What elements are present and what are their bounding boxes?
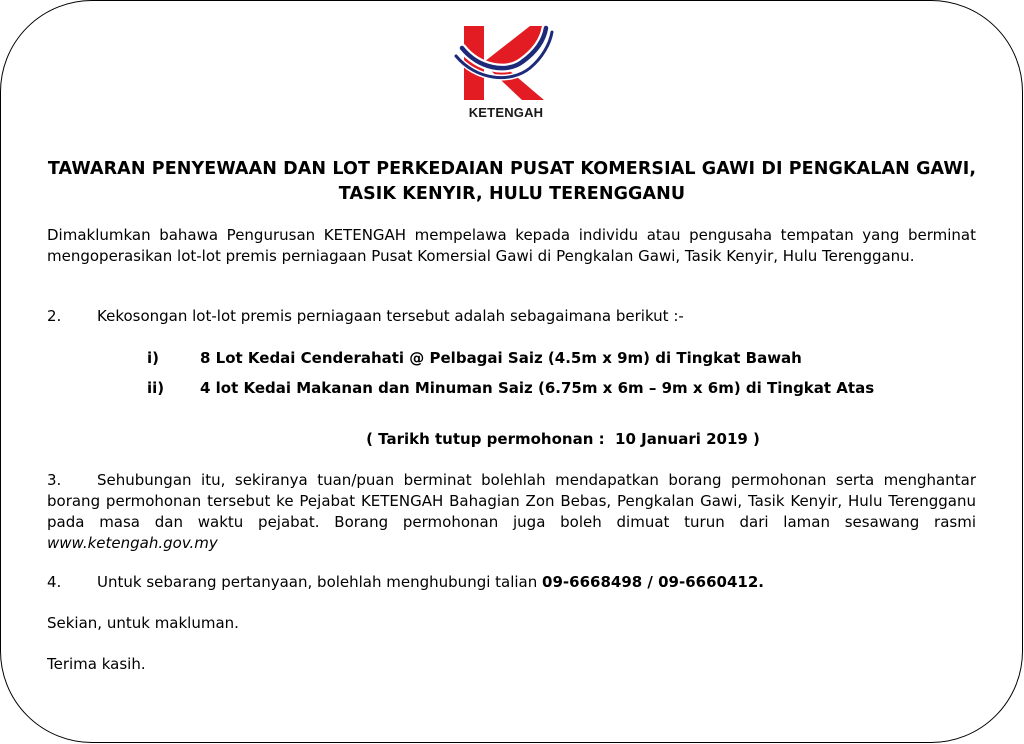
website-link[interactable]: www.ketengah.gov.my — [47, 534, 218, 552]
closing-date: ( Tarikh tutup permohonan : 10 Januari 2019 ) — [366, 430, 760, 448]
lot-item — [147, 378, 874, 399]
terima-kasih-line: Terima kasih. — [47, 655, 146, 673]
phone-numbers: 09-6668498 / 09-6660412. — [542, 573, 764, 591]
lot-item-text: 4 lot Kedai Makanan dan Minuman Saiz (6.75m x 6m – 9m x 6m) di Tingkat Atas — [200, 379, 875, 397]
section-2-number: 2. — [47, 307, 62, 325]
lot-item-text: 8 Lot Kedai Cenderahati @ Pelbagai Saiz (4.5m x 9m) di Tingkat Bawah — [200, 349, 802, 367]
lot-item-roman: ii) — [147, 379, 165, 397]
lot-item-roman: i) — [147, 349, 159, 367]
section-4-number: 4. — [47, 573, 62, 591]
logo-text: KETENGAH — [468, 105, 544, 120]
section-3-paragraph — [47, 470, 976, 554]
section-4-text: Untuk sebarang pertanyaan, bolehlah menghubungi talian — [97, 573, 543, 591]
lot-item — [147, 348, 802, 369]
sekian-line: Sekian, untuk makluman. — [47, 614, 239, 632]
section-3-text: Sehubungan itu, sekiranya tuan/puan berminat bolehlah mendapatkan borang permohonan serta menghantar borang permohonan tersebut ke Pejabat KETENGAH Bahagian Zon Bebas, Pengkalan Gawi, Tasik Kenyir, Hulu Terengganu pada masa dan waktu pejabat. Borang permohonan juga boleh dimuat turun dari laman sesawang rasmi — [47, 471, 976, 531]
section-3-number: 3. — [47, 471, 62, 489]
ketengah-logo-mark — [452, 22, 560, 106]
section-4-paragraph — [47, 572, 976, 593]
section-2-text: Kekosongan lot-lot premis perniagaan tersebut adalah sebagaimana berikut :- — [97, 307, 684, 325]
section-2-paragraph — [47, 306, 976, 327]
intro-paragraph: Dimaklumkan bahawa Pengurusan KETENGAH mempelawa kepada individu atau pengusaha tempatan yang berminat mengoperasikan lot-lot premis perniagaan Pusat Komersial Gawi di Pengkalan Gawi, Tasik Kenyir, Hulu Terengganu. — [47, 226, 976, 265]
notice-title: TAWARAN PENYEWAAN DAN LOT PERKEDAIAN PUSAT KOMERSIAL GAWI DI PENGKALAN GAWI, TASIK KENYIR, HULU TERENGGANU — [47, 159, 977, 204]
ketengah-logo — [452, 22, 560, 122]
